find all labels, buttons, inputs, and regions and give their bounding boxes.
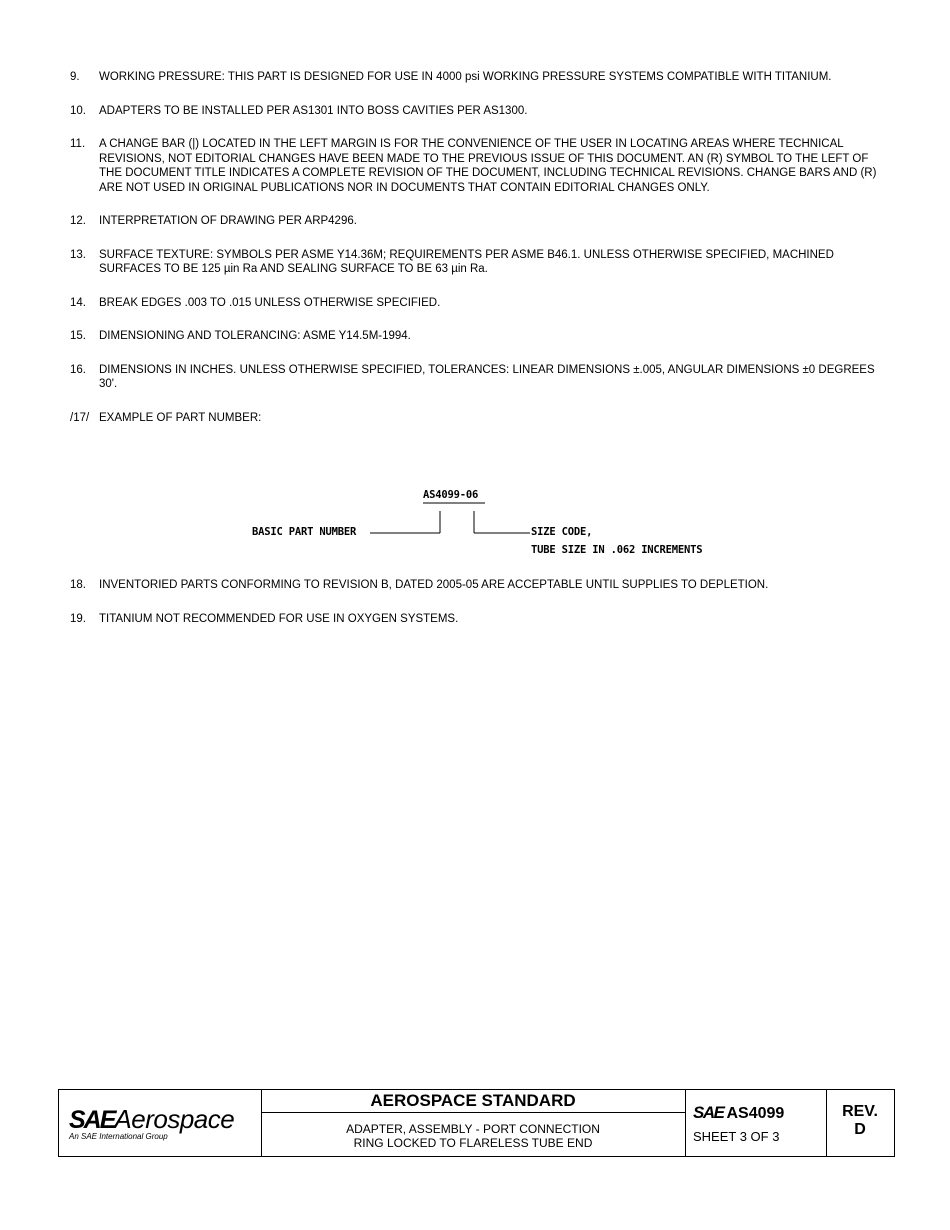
note-number: 9.: [70, 71, 80, 83]
note-number: 14.: [70, 296, 86, 309]
description-line-2: RING LOCKED TO FLARELESS TUBE END: [353, 1136, 593, 1150]
sheet-number: SHEET 3 OF 3: [693, 1129, 780, 1144]
notes-list: [70, 70, 890, 444]
note-item: [70, 612, 890, 627]
basic-part-number-label: BASIC PART NUMBER: [252, 526, 357, 538]
sae-mark-small: SAE: [693, 1103, 724, 1122]
document-description: [261, 1113, 685, 1150]
note-text: INTERPRETATION OF DRAWING PER ARP4296.: [99, 215, 357, 227]
revision-label: REV.: [842, 1103, 878, 1120]
note-item: [70, 411, 890, 426]
note-text: ADAPTERS TO BE INSTALLED PER AS1301 INTO BOSS CAVITIES PER AS1300.: [99, 104, 528, 117]
logo-sae-mark: SAE: [69, 1106, 115, 1134]
description-line-1: ADAPTER, ASSEMBLY - PORT CONNECTION: [346, 1122, 600, 1136]
note-number: /17/: [70, 411, 90, 424]
logo-tagline: An SAE International Group: [69, 1132, 168, 1141]
example-part-number: AS4099-06: [423, 489, 479, 501]
title-block-title-cell: [261, 1090, 686, 1156]
logo-wordmark: [69, 1104, 234, 1135]
note-number: 13.: [70, 248, 86, 261]
note-number: 12.: [70, 215, 86, 227]
notes-list-continued: [70, 578, 890, 645]
size-code-label: SIZE CODE,: [531, 526, 593, 538]
note-item: [70, 137, 890, 195]
sae-aerospace-logo: [59, 1090, 262, 1156]
note-text: SURFACE TEXTURE: SYMBOLS PER ASME Y14.36M; REQUIREMENTS PER ASME B46.1. UNLESS OTHERWISE SPECIFIED, MACHINED SURFACES TO BE 125 µin Ra AND SEALING SURFACE TO BE 63 µin Ra.: [99, 248, 834, 275]
note-text: EXAMPLE OF PART NUMBER:: [99, 411, 262, 424]
title-block: [58, 1089, 895, 1157]
size-code-detail: TUBE SIZE IN .062 INCREMENTS: [531, 544, 703, 556]
note-text: DIMENSIONING AND TOLERANCING: ASME Y14.5M-1994.: [99, 330, 411, 342]
note-text: WORKING PRESSURE: THIS PART IS DESIGNED FOR USE IN 4000 psi WORKING PRESSURE SYSTEMS COMPATIBLE WITH TITANIUM.: [99, 71, 832, 83]
note-item: [70, 70, 890, 85]
note-item: [70, 329, 890, 344]
note-item: [70, 248, 890, 277]
note-item: [70, 363, 890, 392]
note-text: INVENTORIED PARTS CONFORMING TO REVISION B, DATED 2005-05 ARE ACCEPTABLE UNTIL SUPPLIES TO DEPLETION.: [99, 579, 769, 591]
note-item: [70, 578, 890, 593]
standard-heading: AEROSPACE STANDARD: [261, 1090, 685, 1113]
document-number-cell: [685, 1090, 827, 1156]
note-text: BREAK EDGES .003 TO .015 UNLESS OTHERWISE SPECIFIED.: [99, 296, 441, 309]
document-number: AS4099: [726, 1105, 785, 1122]
revision-cell: [826, 1090, 894, 1156]
note-number: 15.: [70, 330, 86, 342]
note-text: DIMENSIONS IN INCHES. UNLESS OTHERWISE SPECIFIED, TOLERANCES: LINEAR DIMENSIONS ±.005, ANGULAR DIMENSIONS ±0 DEGREES 30'.: [99, 363, 875, 390]
logo-aerospace-word: Aerospace: [114, 1104, 235, 1134]
note-number: 18.: [70, 579, 86, 591]
note-text: A CHANGE BAR (|) LOCATED IN THE LEFT MARGIN IS FOR THE CONVENIENCE OF THE USER IN LOCATING AREAS WHERE TECHNICAL REVISIONS, NOT EDITORIAL CHANGES HAVE BEEN MADE TO THE PREVIOUS ISSUE OF THIS DOCUMENT. AN (R) SYMBOL TO THE LEFT OF THE DOCUMENT TITLE INDICATES A COMPLETE REVISION OF THE DOCUMENT, INCLUDING TECHNICAL REVISIONS. CHANGE BARS AND (R) ARE NOT USED IN ORIGINAL PUBLICATIONS NOR IN DOCUMENTS THAT CONTAIN EDITORIAL CHANGES ONLY.: [99, 138, 877, 194]
note-item: [70, 214, 890, 229]
document-id: [693, 1103, 784, 1123]
note-number: 19.: [70, 612, 86, 625]
note-text: TITANIUM NOT RECOMMENDED FOR USE IN OXYGEN SYSTEMS.: [99, 612, 459, 625]
note-number: 10.: [70, 104, 86, 117]
note-item: [70, 104, 890, 119]
note-number: 11.: [70, 138, 86, 150]
revision-value: D: [854, 1121, 866, 1138]
note-number: 16.: [70, 363, 86, 376]
note-item: [70, 296, 890, 311]
